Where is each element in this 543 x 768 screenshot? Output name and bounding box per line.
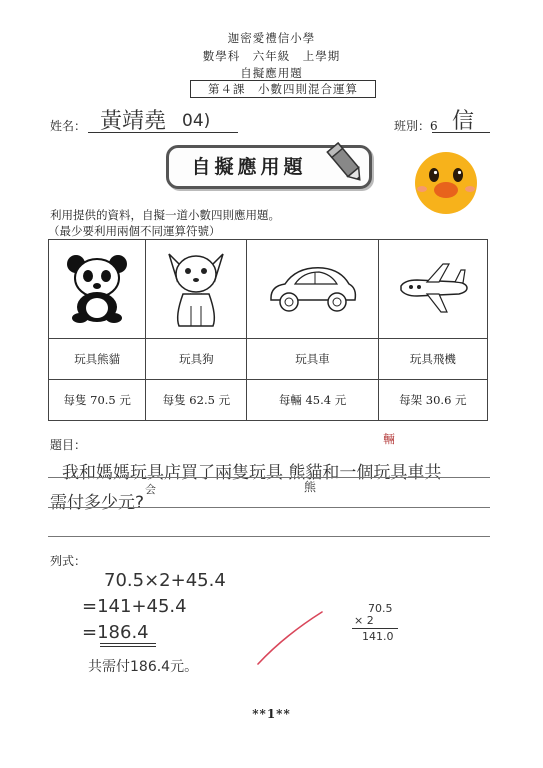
working-label: 列式： — [50, 554, 87, 568]
name-underline — [88, 132, 238, 133]
instruction-line-1: 利用提供的資料，自擬一道小數四則應用題。 — [50, 208, 280, 222]
lesson-box: 第４課 小數四則混合運算 — [190, 80, 376, 98]
title-banner — [166, 145, 372, 189]
working-step-1: 70.5×2+45.4 — [104, 570, 226, 591]
answer-rule — [48, 536, 490, 537]
toy-name: 玩具車 — [247, 339, 378, 380]
correction-note: 輛 — [383, 432, 396, 446]
airplane-toy-icon — [395, 260, 471, 316]
toy-picture-cell — [378, 240, 487, 339]
name-number: 04) — [182, 111, 211, 131]
class-value: 信 — [452, 109, 475, 134]
instruction-line-2: （最少要利用兩個不同運算符號） — [48, 224, 221, 238]
car-toy-icon — [267, 260, 359, 316]
toy-table — [48, 239, 488, 421]
banner-title: 自擬應用題 — [191, 156, 307, 178]
question-line-2: 需付多少元? — [50, 493, 145, 513]
toy-picture-cell — [146, 240, 247, 339]
class-label: 班別：6 — [394, 119, 438, 133]
pencil-icon — [325, 140, 369, 186]
toy-name: 玩具熊貓 — [49, 339, 146, 380]
name-value: 黃靖堯 — [100, 109, 167, 134]
side-calc-result: 141.0 — [362, 630, 394, 643]
side-calc-multiplier: × 2 — [354, 614, 374, 627]
panda-toy-icon — [64, 252, 130, 324]
correction-note: 熊 — [304, 480, 317, 494]
answer-rule — [48, 477, 490, 478]
toy-picture-cell — [49, 240, 146, 339]
worksheet-title: 自擬應用題 — [240, 66, 303, 80]
toy-price: 每隻 70.5 元 — [49, 380, 146, 421]
subject-line: 數學科 六年級 上學期 — [202, 49, 341, 63]
toy-picture-cell — [247, 240, 378, 339]
dog-toy-icon — [161, 246, 231, 330]
toy-price: 每輛 45.4 元 — [247, 380, 378, 421]
toy-price: 每隻 62.5 元 — [146, 380, 247, 421]
question-line-1: 我和媽媽玩具店買了兩隻玩具 熊貓和一個玩具車共 — [62, 463, 442, 483]
class-underline — [432, 132, 490, 133]
side-calc-rule — [352, 628, 398, 629]
side-calc-top: 70.5 — [368, 602, 393, 615]
teacher-check-mark — [254, 608, 326, 668]
toy-price: 每架 30.6 元 — [378, 380, 487, 421]
working-answer: 共需付186.4元。 — [88, 659, 199, 675]
duck-icon — [413, 151, 479, 215]
school-name: 迦密愛禮信小學 — [227, 31, 316, 45]
name-label: 姓名： — [50, 119, 87, 133]
working-step-3: =186.4 — [82, 622, 149, 643]
toy-name: 玩具狗 — [146, 339, 247, 380]
answer-underline — [100, 643, 156, 644]
answer-double-underline — [100, 646, 156, 647]
working-step-2: =141+45.4 — [82, 596, 187, 617]
question-label: 題目： — [50, 438, 87, 452]
answer-rule — [48, 507, 490, 508]
page-number: **1** — [252, 707, 291, 721]
toy-name: 玩具飛機 — [378, 339, 487, 380]
correction-note: 会 — [145, 483, 156, 496]
